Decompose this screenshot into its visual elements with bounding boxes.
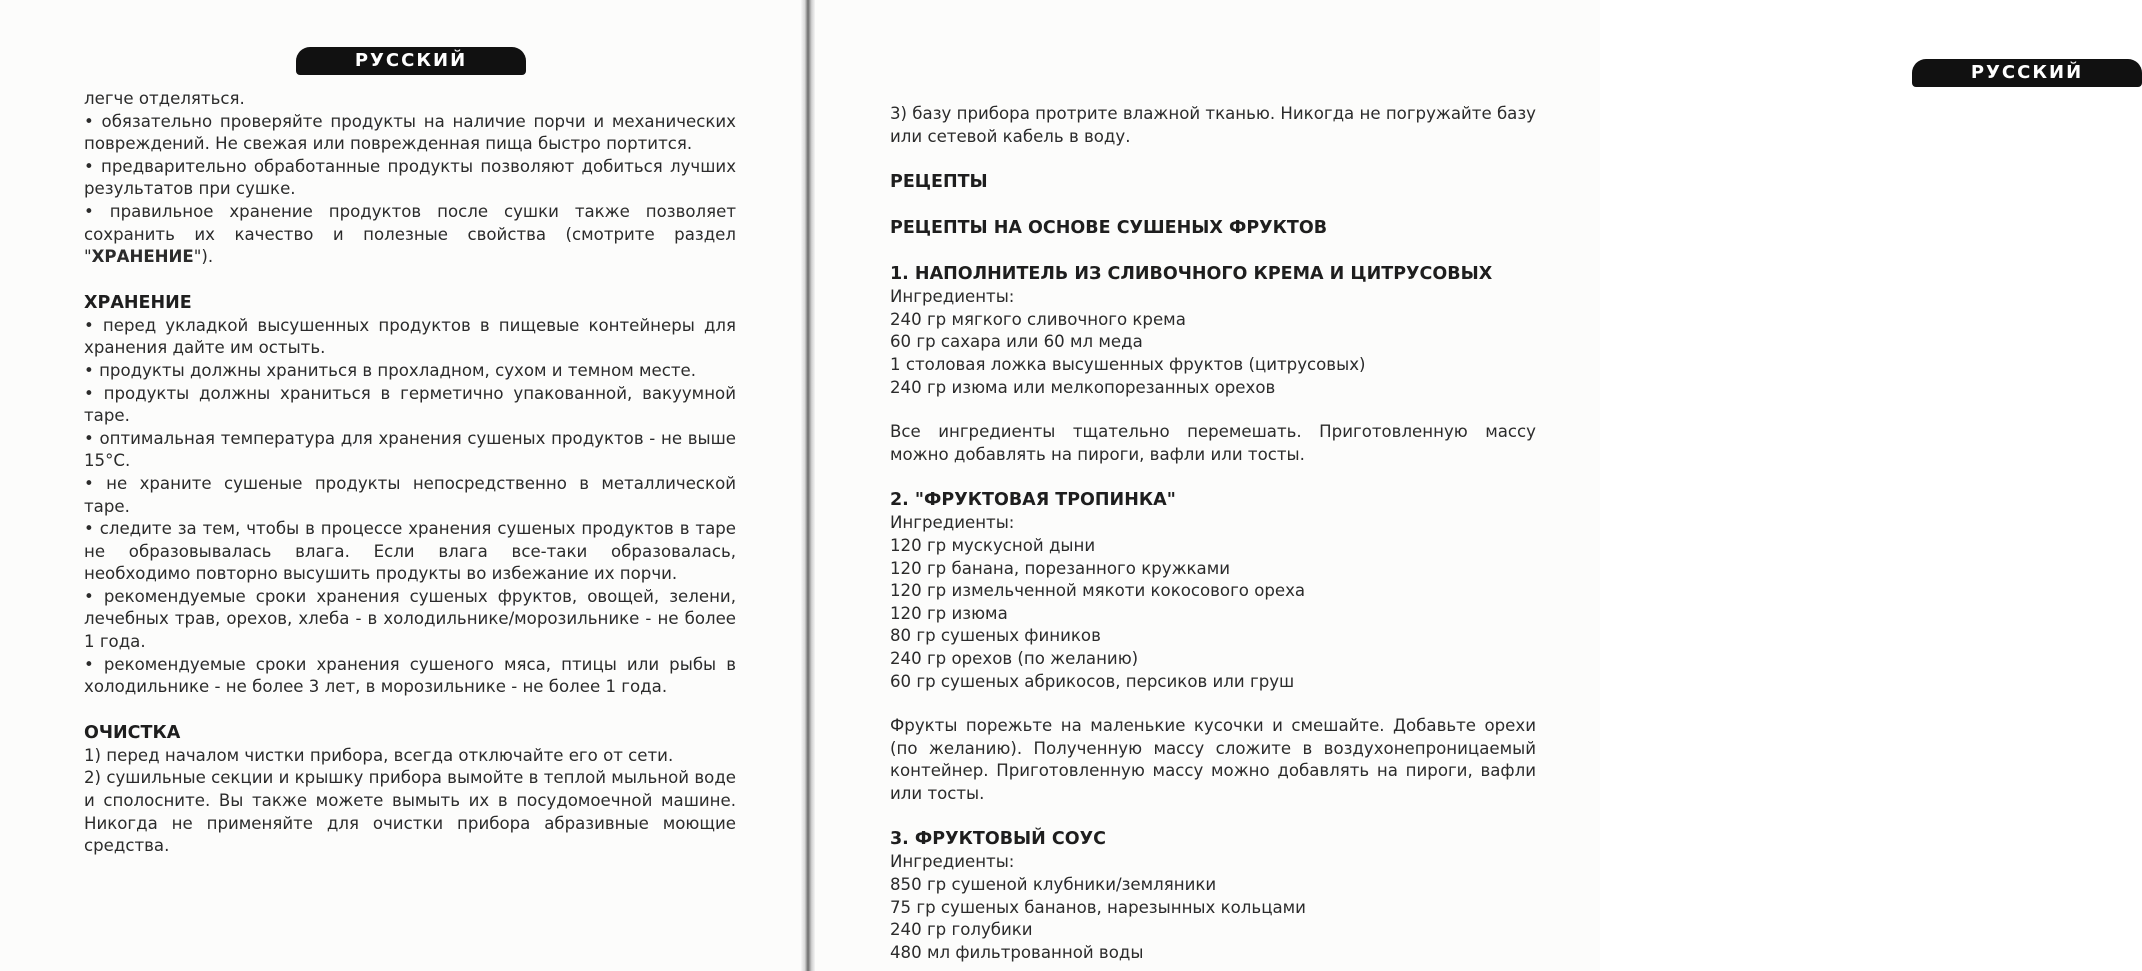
prep-bullet-text: правильное хранение продуктов после сушки также позволяет сохранить их качество и полезные свойства (смотрите раздел <box>84 201 736 244</box>
ingredient-item: 80 гр сушеных фиников <box>890 626 1101 646</box>
ingredient-item: 60 гр сушеных абрикосов, персиков или груш <box>890 671 1295 691</box>
recipes-subheading: РЕЦЕПТЫ НА ОСНОВЕ СУШЕНЫХ ФРУКТОВ <box>890 218 1328 239</box>
ingredient-item: 120 гр мускусной дыни <box>890 535 1096 555</box>
ingredients-label: Ингредиенты: <box>890 287 1015 307</box>
book-spine <box>800 0 816 971</box>
ingredient-item: 120 гр изюма <box>890 603 1008 623</box>
storage-reference: ХРАНЕНИЕ <box>91 247 194 267</box>
recipes-heading: РЕЦЕПТЫ <box>890 172 988 193</box>
storage-bullet: • рекомендуемые сроки хранения сушеных фруктов, овощей, зелени, лечебных трав, орехов, хлеба - в холодильнике/морозильнике - не более 1 года. <box>84 586 736 654</box>
recipe-1-ingredients <box>890 309 1536 399</box>
ingredient-item: 850 гр сушеной клубники/земляники <box>890 875 1217 895</box>
recipe-1-method: Все ингредиенты тщательно перемешать. Приготовленную массу можно добавлять на пироги, вафли или тосты. <box>890 422 1536 464</box>
prep-bullet: • обязательно проверяйте продукты на наличие порчи и механических повреждений. Не свежая или поврежденная пища быстро портится. <box>84 111 736 156</box>
storage-bullet: • оптимальная температура для хранения сушеных продуктов - не выше 15°С. <box>84 428 736 473</box>
storage-heading: ХРАНЕНИЕ <box>84 292 192 313</box>
ingredient-item: 240 гр голубики <box>890 920 1033 940</box>
left-page <box>0 0 808 971</box>
recipe-3-title: 3. ФРУКТОВЫЙ СОУС <box>890 829 1106 850</box>
right-text-column <box>890 103 1536 962</box>
ingredient-item: 240 гр мягкого сливочного крема <box>890 309 1186 329</box>
cleaning-step-3: 3) базу прибора протрите влажной тканью. Никогда не погружайте базу или сетевой кабель в воду. <box>890 104 1536 146</box>
storage-bullet: • не храните сушеные продукты непосредственно в металлической таре. <box>84 473 736 518</box>
language-badge-right: РУССКИЙ <box>1912 59 2142 87</box>
storage-bullet: • продукты должны храниться в прохладном, сухом и темном месте. <box>84 360 736 383</box>
cleaning-step: 1) перед началом чистки прибора, всегда отключайте его от сети. <box>84 745 674 765</box>
ingredients-label: Ингредиенты: <box>890 852 1015 872</box>
ingredient-item: 120 гр банана, порезанного кружками <box>890 558 1231 578</box>
recipe-3-ingredients <box>890 874 1536 962</box>
storage-bullet: • следите за тем, чтобы в процессе хранения сушеных продуктов в таре не образовывалась влага. Если влага все-таки образовалась, необходимо повторно высушить продукты во избежание их порчи. <box>84 518 736 586</box>
cleaning-heading: ОЧИСТКА <box>84 722 181 743</box>
storage-bullet: • продукты должны храниться в герметично упакованной, вакуумной таре. <box>84 383 736 428</box>
recipe-2-ingredients <box>890 535 1536 693</box>
ref-open-quote: " <box>84 247 92 267</box>
storage-bullet: • рекомендуемые сроки хранения сушеного мяса, птицы или рыбы в холодильнике - не более 3 лет, в морозильнике - не более 1 года. <box>84 654 736 699</box>
ingredient-item: 60 гр сахара или 60 мл меда <box>890 332 1143 352</box>
recipe-2-title: 2. "ФРУКТОВАЯ ТРОПИНКА" <box>890 490 1176 511</box>
ingredient-item: 240 гр орехов (по желанию) <box>890 648 1139 668</box>
prep-bullet <box>84 201 736 269</box>
ingredient-item: 120 гр измельченной мякоти кокосового ореха <box>890 581 1306 601</box>
ingredient-item: 75 гр сушеных бананов, нарезынных кольцами <box>890 897 1306 917</box>
recipe-2-method: Фрукты порежьте на маленькие кусочки и смешайте. Добавьте орехи (по желанию). Полученную массу сложите в воздухонепроницаемый контейнер. Приготовленную массу можно добавлять на пироги, вафли или тосты. <box>890 716 1536 803</box>
storage-bullet: • перед укладкой высушенных продуктов в пищевые контейнеры для хранения дайте им остыть. <box>84 315 736 360</box>
ingredient-item: 240 гр изюма или мелкопорезанных орехов <box>890 377 1276 397</box>
recipe-1-title: 1. НАПОЛНИТЕЛЬ ИЗ СЛИВОЧНОГО КРЕМА И ЦИТРУСОВЫХ <box>890 264 1493 285</box>
ingredient-item: 480 мл фильтрованной воды <box>890 942 1144 962</box>
intro-line: легче отделяться. <box>84 89 245 108</box>
cleaning-step: 2) сушильные секции и крышку прибора вымойте в теплой мыльной воде и сполосните. Вы также можете вымыть их в посудомоечной машине. Никогда не применяйте для очистки прибора абразивные моющие средства. <box>84 768 736 856</box>
ref-close-quote: "). <box>193 247 214 267</box>
left-text-column <box>84 88 736 858</box>
ingredients-label: Ингредиенты: <box>890 513 1015 533</box>
language-badge-left: РУССКИЙ <box>296 47 526 75</box>
prep-bullet: • предварительно обработанные продукты позволяют добиться лучших результатов при сушке. <box>84 156 736 201</box>
ingredient-item: 1 столовая ложка высушенных фруктов (цитрусовых) <box>890 354 1366 374</box>
